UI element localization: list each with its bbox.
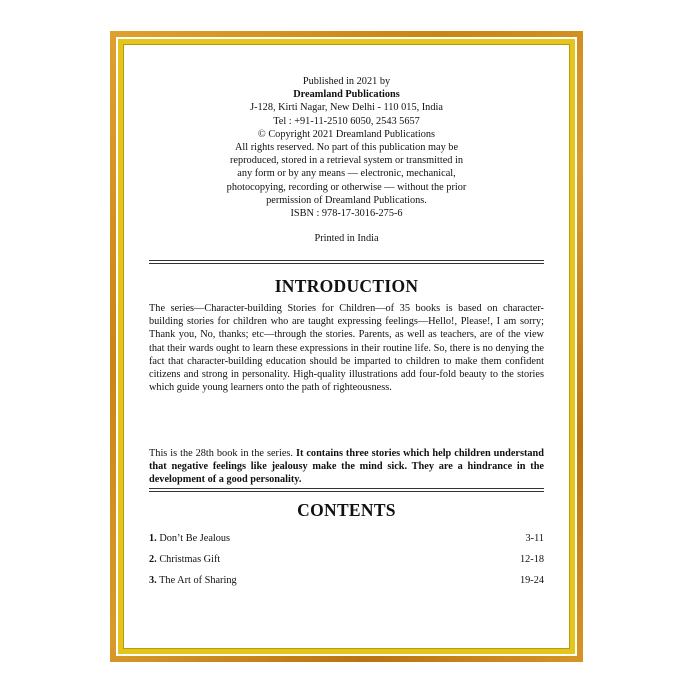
rights-line: All rights reserved. No part of this publication may be <box>234 142 459 154</box>
paragraph-emphasis: It contains three stories which help children understand that negative feelings like jealousy make the mind sick. They are a hindrance in the development of a good personality. <box>149 448 544 486</box>
rights-line: any form or by any means — electronic, mechanical, <box>237 168 456 180</box>
rights-line: photocopying, recording or otherwise — without the prior <box>226 181 467 193</box>
book-page <box>124 45 569 648</box>
introduction-paragraph: The series—Character-building Stories for Children—of 35 books is based on character-building stories for children who are taught expressing feelings—Hello!, Please!, I am sorry; Thank you, No, thanks; etc—through the stories. Parents, as well as teachers, are of the view that their wards ought to learn these expressions in their routine life. So, there is no denying the fact that character-building education should be imparted to children to make them confident citizens and strong in personality. High-quality illustrations add four-fold beauty to the stories which guide young learners onto the path of righteousness. <box>149 303 544 394</box>
isbn: ISBN : 978-17-3016-275-6 <box>290 208 403 220</box>
divider-rule <box>149 260 544 261</box>
item-number: 1. <box>149 533 157 544</box>
item-pages: 3-11 <box>525 533 544 544</box>
item-pages: 12-18 <box>519 554 544 565</box>
printed-in: Printed in India <box>314 233 379 245</box>
imprint-block <box>124 75 569 245</box>
contents-item <box>149 574 544 595</box>
divider-rule <box>149 263 544 264</box>
item-title: Don’t Be Jealous <box>159 533 231 544</box>
contents-list <box>149 532 544 595</box>
publisher-phone: Tel : +91-11-2510 6050, 2543 5657 <box>273 115 420 127</box>
item-number: 2. <box>149 554 157 565</box>
copyright-line: © Copyright 2021 Dreamland Publications <box>257 128 436 140</box>
item-number: 3. <box>149 575 157 586</box>
item-pages: 19-24 <box>519 575 544 586</box>
divider-rule <box>149 491 544 492</box>
item-title: Christmas Gift <box>159 554 221 565</box>
paragraph-text: This is the 28th book in the series. <box>149 448 296 459</box>
page-border <box>110 31 583 662</box>
page-area <box>123 44 570 649</box>
imprint-line: Published in 2021 by <box>302 76 391 87</box>
border-line <box>116 37 577 656</box>
contents-item <box>149 553 544 574</box>
introduction-heading: INTRODUCTION <box>274 276 419 296</box>
item-title: The Art of Sharing <box>159 575 237 586</box>
contents-heading: CONTENTS <box>297 500 396 520</box>
contents-item <box>149 532 544 553</box>
rights-line: reproduced, stored in a retrieval system or transmitted in <box>229 155 464 167</box>
publisher-name: Dreamland Publications <box>293 89 400 101</box>
introduction-paragraph-2 <box>149 447 544 487</box>
publisher-address: J-128, Kirti Nagar, New Delhi - 110 015, India <box>250 102 443 114</box>
rights-line: permission of Dreamland Publications. <box>266 194 427 206</box>
divider-rule <box>149 488 544 489</box>
